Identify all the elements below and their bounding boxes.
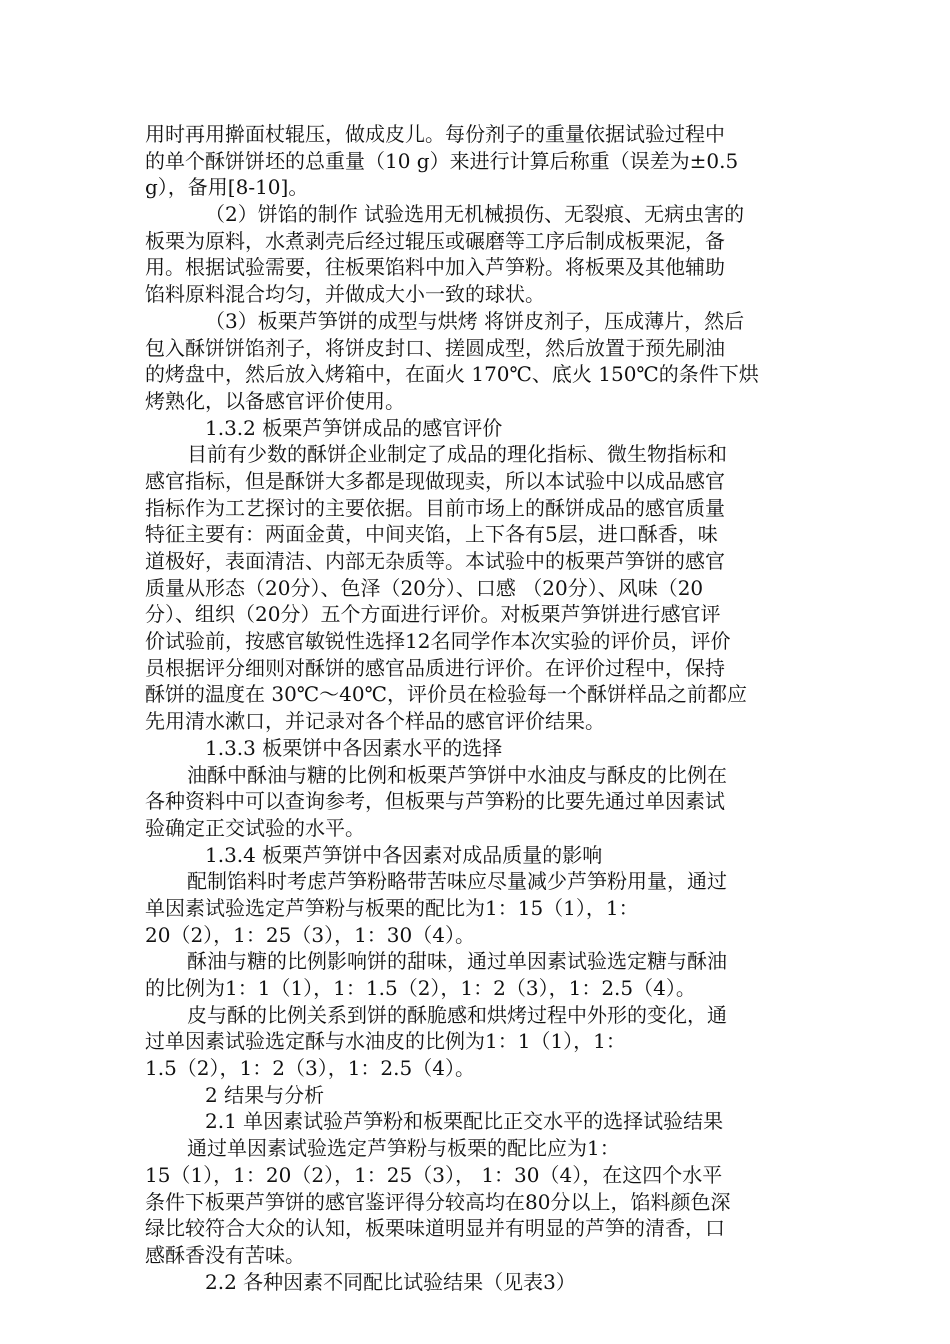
text-line: 感官指标，但是酥饼大多都是现做现卖，所以本试验中以成品感官 xyxy=(145,468,725,493)
text-line: 烤熟化，以备感官评价使用。 xyxy=(145,388,405,413)
text-line: 特征主要有：两面金黄，中间夹馅，上下各有5层，进口酥香，味 xyxy=(145,522,718,547)
text-line: g），备用[8-10]。 xyxy=(145,175,309,200)
text-line: 目前有少数的酥饼企业制定了成品的理化指标、微生物指标和 xyxy=(187,442,727,467)
text-line: 板栗为原料，水煮剥壳后经过辊压或碾磨等工序后制成板栗泥，备 xyxy=(145,228,725,253)
text-line: 员根据评分细则对酥饼的感官品质进行评价。在评价过程中，保持 xyxy=(145,655,725,680)
section-heading: 2.2 各种因素不同配比试验结果（见表3） xyxy=(205,1269,576,1294)
text-line: 各种资料中可以查询参考，但板栗与芦笋粉的比要先通过单因素试 xyxy=(145,789,725,814)
text-line: 分）、组织（20分）五个方面进行评价。对板栗芦笋饼进行感官评 xyxy=(145,602,721,627)
text-line: 油酥中酥油与糖的比例和板栗芦笋饼中水油皮与酥皮的比例在 xyxy=(187,762,727,787)
text-line: 酥油与糖的比例影响饼的甜味，通过单因素试验选定糖与酥油 xyxy=(187,949,727,974)
text-line: 感酥香没有苦味。 xyxy=(145,1242,305,1267)
section-heading: 1.3.3 板栗饼中各因素水平的选择 xyxy=(205,735,503,760)
text-line: 通过单因素试验选定芦笋粉与板栗的配比应为1： xyxy=(187,1136,620,1161)
text-line: 15（1），1：20（2），1：25（3）， 1：30（4），在这四个水平 xyxy=(145,1162,723,1187)
text-line: 1.5（2），1：2（3），1：2.5（4）。 xyxy=(145,1056,475,1081)
text-line: 过单因素试验选定酥与水油皮的比例为1：1（1），1： xyxy=(145,1029,626,1054)
text-line: 条件下板栗芦笋饼的感官鉴评得分较高均在80分以上，馅料颜色深 xyxy=(145,1189,731,1214)
text-line: 的烤盘中，然后放入烤箱中，在面火 170℃、底火 150℃的条件下烘 xyxy=(145,362,759,387)
text-line: 质量从形态（20分）、色泽（20分）、口感 （20分）、风味（20 xyxy=(145,575,704,600)
text-line: 酥饼的温度在 30℃～40℃，评价员在检验每一个酥饼样品之前都应 xyxy=(145,682,748,707)
text-line: 单因素试验选定芦笋粉与板栗的配比为1：15（1），1： xyxy=(145,895,639,920)
document-page xyxy=(145,121,800,1295)
text-line: 的比例为1：1（1），1：1.5（2），1：2（3），1：2.5（4）。 xyxy=(145,976,696,1000)
text-line: 的单个酥饼饼坯的总重量（10 g）来进行计算后称重（误差为±0.5 xyxy=(145,148,739,173)
text-line: 包入酥饼饼馅剂子，将饼皮封口、搓圆成型，然后放置于预先刷油 xyxy=(145,335,725,360)
text-line: 馅料原料混合均匀，并做成大小一致的球状。 xyxy=(145,282,545,307)
text-line: 用时再用擀面杖辊压，做成皮儿。每份剂子的重量依据试验过程中 xyxy=(145,122,725,146)
text-line: 验确定正交试验的水平。 xyxy=(145,815,365,840)
section-heading: 2.1 单因素试验芦笋粉和板栗配比正交水平的选择试验结果 xyxy=(205,1109,724,1134)
text-line: 道极好，表面清洁、内部无杂质等。本试验中的板栗芦笋饼的感官 xyxy=(145,549,725,573)
section-heading: 1.3.4 板栗芦笋饼中各因素对成品质量的影响 xyxy=(205,842,603,867)
text-line: 价试验前，按感官敏锐性选择12名同学作本次实验的评价员，评价 xyxy=(145,629,731,654)
text-line: 用。根据试验需要，往板栗馅料中加入芦笋粉。将板栗及其他辅助 xyxy=(145,255,725,280)
text-line: 皮与酥的比例关系到饼的酥脆感和烘烤过程中外形的变化，通 xyxy=(187,1002,727,1027)
text-line: 配制馅料时考虑芦笋粉略带苦味应尽量减少芦笋粉用量，通过 xyxy=(187,869,727,894)
text-line: 指标作为工艺探讨的主要依据。目前市场上的酥饼成品的感官质量 xyxy=(145,495,725,520)
text-line: （3）板栗芦笋饼的成型与烘烤 将饼皮剂子，压成薄片，然后 xyxy=(205,308,745,333)
section-heading: 1.3.2 板栗芦笋饼成品的感官评价 xyxy=(205,415,503,440)
text-line: 20（2），1：25（3），1：30（4）。 xyxy=(145,922,475,947)
section-heading: 2 结果与分析 xyxy=(205,1082,325,1107)
text-line: （2）饼馅的制作 试验选用无机械损伤、无裂痕、无病虫害的 xyxy=(205,202,745,227)
text-line: 先用清水漱口，并记录对各个样品的感官评价结果。 xyxy=(145,709,605,734)
text-line: 绿比较符合大众的认知，板栗味道明显并有明显的芦笋的清香，口 xyxy=(145,1216,725,1241)
